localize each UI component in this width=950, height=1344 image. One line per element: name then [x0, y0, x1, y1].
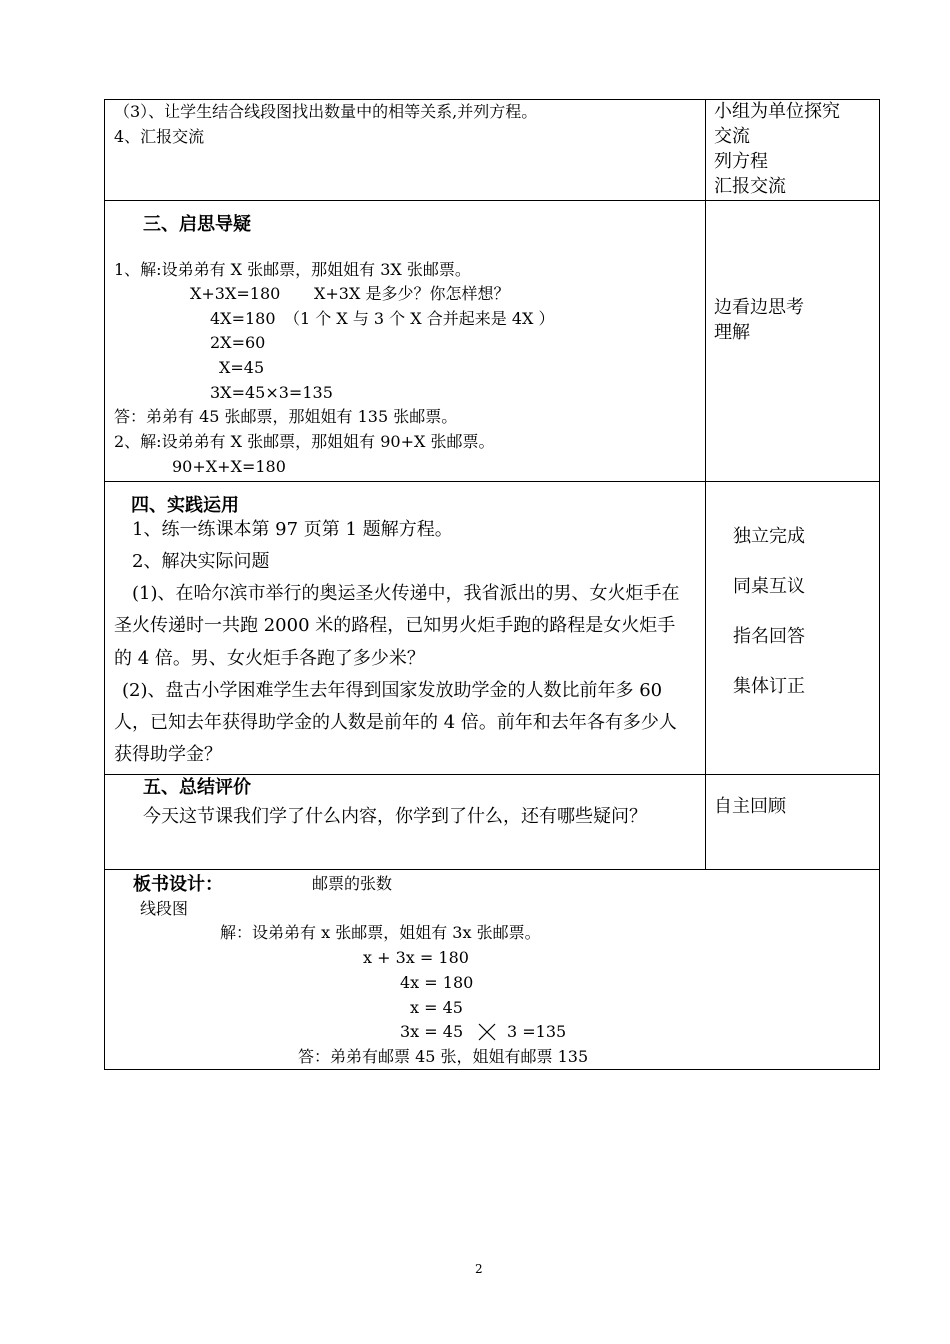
row1-left-line: （3）、让学生结合线段图找出数量中的相等关系,并列方程。: [114, 102, 538, 121]
row1-right-line: 小组为单位探究: [714, 101, 840, 122]
row1-right-line: 交流: [714, 126, 750, 147]
row2-right-line: 理解: [714, 322, 750, 343]
solution-line: 2、解:设弟弟有 X 张邮票，那姐姐有 90+X 张邮票。: [114, 432, 495, 451]
practice-line: 获得助学金？: [114, 744, 222, 765]
practice-line: 圣火传递时一共跑 2000 米的路程，已知男火炬手跑的路程是女火炬手: [114, 615, 676, 636]
row3-right-line: 同桌互议: [733, 576, 805, 597]
row1-right-line: 汇报交流: [714, 176, 786, 197]
section-heading: 五、总结评价: [143, 777, 251, 798]
row-divider: [104, 774, 880, 775]
board-equation: x = 45: [410, 998, 463, 1017]
board-equation: 3 =135: [507, 1022, 567, 1041]
row3-right-line: 集体订正: [733, 676, 805, 697]
row2-right-line: 边看边思考: [714, 297, 804, 318]
board-label: 板书设计：: [133, 874, 223, 895]
summary-line: 今天这节课我们学了什么内容，你学到了什么，还有哪些疑问？: [143, 806, 647, 827]
practice-line: (1)、在哈尔滨市举行的奥运圣火传递中，我省派出的男、女火炬手在: [132, 583, 680, 604]
practice-line: 1、练一练课本第 97 页第 1 题解方程。: [132, 519, 453, 540]
board-equation: x + 3x = 180: [363, 948, 469, 967]
board-diagram-label: 线段图: [140, 899, 189, 918]
solution-line: X=45: [219, 358, 265, 377]
solution-line: 4X=180: [210, 309, 276, 328]
board-setup: 解：设弟弟有 x 张邮票，姐姐有 3x 张邮票。: [220, 923, 541, 942]
solution-line: 1、解:设弟弟有 X 张邮票，那姐姐有 3X 张邮票。: [114, 260, 471, 279]
row1-left-line: 4、汇报交流: [114, 127, 205, 146]
solution-line: X+3X 是多少？你怎样想？: [314, 284, 510, 303]
board-equation: 3x = 45: [400, 1022, 464, 1041]
solution-line: 答：弟弟有 45 张邮票，那姐姐有 135 张邮票。: [114, 407, 458, 426]
row-divider: [104, 869, 880, 870]
row4-right-line: 自主回顾: [714, 796, 786, 817]
solution-line: X+3X=180: [190, 284, 281, 303]
solution-line: 2X=60: [210, 333, 266, 352]
solution-line: 90+X+X=180: [172, 457, 286, 476]
board-answer: 答：弟弟有邮票 45 张，姐姐有邮票 135: [298, 1047, 589, 1066]
solution-line: 3X=45×3=135: [210, 383, 333, 402]
row3-right-line: 独立完成: [733, 526, 805, 547]
practice-line: 的 4 倍。男、女火炬手各跑了多少米？: [114, 648, 425, 669]
multiply-icon: [478, 1023, 496, 1041]
board-equation: 4x = 180: [400, 973, 474, 992]
page-number: 2: [475, 1262, 483, 1276]
row3-right-line: 指名回答: [733, 626, 805, 647]
row-divider: [104, 200, 880, 201]
row1-right-line: 列方程: [714, 151, 768, 172]
row-divider: [104, 481, 880, 482]
section-heading: 三、启思导疑: [143, 214, 251, 235]
solution-line: （1 个 X 与 3 个 X 合并起来是 4X ）: [284, 309, 555, 328]
section-heading: 四、实践运用: [131, 495, 239, 516]
column-divider: [705, 99, 706, 869]
practice-line: 人，已知去年获得助学金的人数是前年的 4 倍。前年和去年各有多少人: [114, 712, 677, 733]
practice-line: (2)、盘古小学困难学生去年得到国家发放助学金的人数比前年多 60: [122, 680, 663, 701]
practice-line: 2、解决实际问题: [132, 551, 270, 572]
board-title: 邮票的张数: [312, 874, 393, 893]
